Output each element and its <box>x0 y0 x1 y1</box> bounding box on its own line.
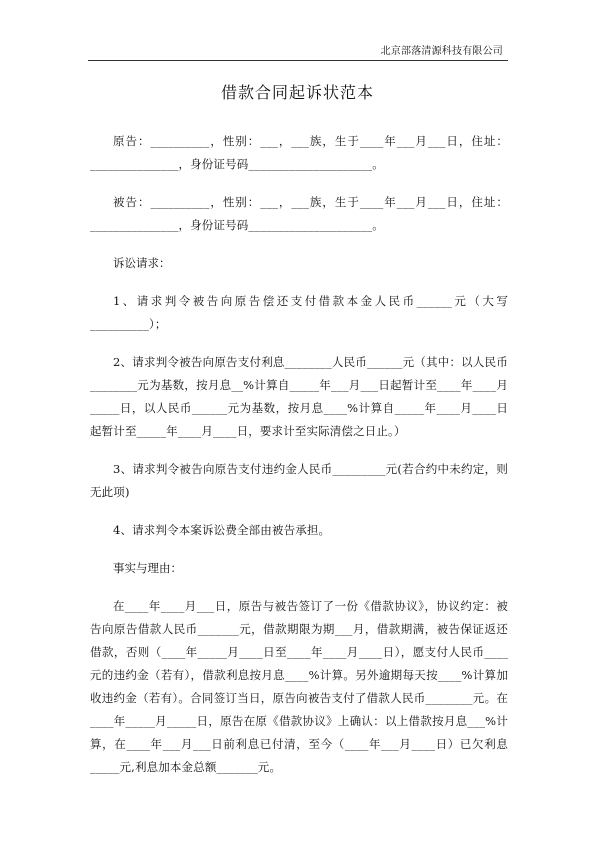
facts-heading: 事实与理由： <box>113 561 182 575</box>
facts-paragraph: 在____年____月___日，原告与被告签订了一份《借款协议》，协议约定：被告向原告借款人民币_______元，借款期限为期___月，借款期满，被告保证返还借款，否则（____年_____月____日至____年____月____日），愿支付人民币____元的违约金（若有），借款利息按月息____%计算。另外逾期每天按____%计算加收违约金（若有）。合同签订当日，原告向被告支付了借款人民币________元。在____年_____月_____日，原告在原《借款协议》上确认：以上借款按月息___%计算，在____年___月___日前利息已付清，至今（____年___月____日）已欠利息_____元,利息加本金总额_______元。 <box>90 599 508 774</box>
plaintiff-info: 原告：__________，性别：___，___族，生于____年___月___日，住址：_______________，身份证号码_____________________。 <box>90 134 508 171</box>
document-body <box>90 130 508 794</box>
header-company: 北京部落清源科技有限公司 <box>380 46 503 57</box>
claim-item: 2、请求判令被告向原告支付利息________人民币______元（其中：以人民币________元为基数，按月息__%计算自_____年___月___日起暂计至____年____月_____日，以人民币______元为基数，按月息____%计算自_____年____月____日起暂计至_____年____月____日，要求计至实际清偿之日止。） <box>90 355 508 438</box>
document-title: 借款合同起诉状范本 <box>220 83 374 102</box>
claim-item: 4、请求判令本案诉讼费全部由被告承担。 <box>113 523 331 537</box>
claim-item: 3、请求判令被告向原告支付违约金人民币_________元(若合约中未约定，则无此项) <box>90 462 508 499</box>
header-divider <box>88 60 508 61</box>
defendant-info: 被告：__________，性别：___，___族，生于____年___月___日，住址：_______________，身份证号码_____________________。 <box>90 195 508 232</box>
claims-heading: 诉讼请求： <box>113 256 171 270</box>
claim-item: 1、请求判令被告向原告偿还支付借款本金人民币______元（大写__________）； <box>90 294 508 331</box>
